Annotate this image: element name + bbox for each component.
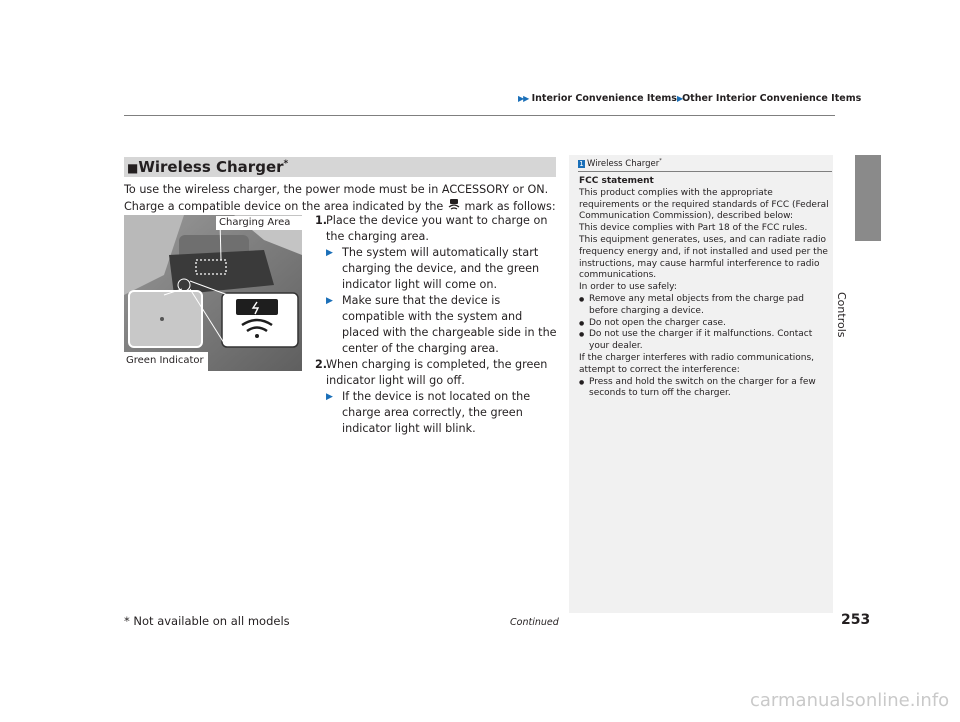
arrow-icon: ▶ [326, 248, 333, 258]
header-divider [124, 115, 835, 116]
breadcrumb-item-2[interactable]: Other Interior Convenience Items [682, 93, 862, 104]
list-item: ● Do not use the charger if it malfunctions. Contact your dealer. [579, 329, 829, 353]
page-number: 253 [841, 612, 871, 628]
wireless-charger-icon [447, 199, 461, 211]
arrow-icon: ▶ [326, 392, 333, 402]
list-item: ● Remove any metal objects from the charge pad before charging a device. [579, 294, 829, 318]
watermark: carmanualsonline.info [750, 690, 950, 711]
intro-text: To use the wireless charger, the power mode must be in ACCESSORY or ON. [124, 183, 549, 196]
list-item: 1. Place the device you want to charge on the charging area. [315, 214, 548, 243]
arrow-icon: ▶ [326, 296, 333, 306]
note-title: 1 Wireless Charger* [579, 158, 662, 169]
list-item: 2. When charging is completed, the green indicator light will go off. [315, 358, 548, 387]
figure-label: Charging Area [219, 217, 291, 228]
chapter-tab[interactable] [855, 155, 881, 241]
charger-photo [124, 215, 302, 371]
continued-label: Continued [510, 617, 559, 628]
breadcrumb-item-1[interactable]: Interior Convenience Items [531, 93, 677, 104]
note-divider [578, 171, 832, 172]
steps-list [315, 213, 559, 437]
note-body: FCC statement This product complies with the appropriate requirements or the required standards of FCC (Federal Communication Commission), described below: This device complies with Part 18 of the FCC rules. This equipment generates, uses, and can radiate radio frequency energy and, if not installed and used per the instructions, may cause harmful interference to radio communications. In order to use safely: ● Remove any metal objects from the charge pad before charging a device. ● Do not open the charger case. ● Do not use the charger if it malfunctions. Contact your dealer. If the charger interferes with radio communications, attempt to correct the interference: ● Press and hold the switch on the charger for a few seconds to turn off the charger. [579, 176, 829, 400]
list-item: ● Do not open the charger case. [579, 318, 829, 330]
figure-label: Green Indicator [126, 355, 204, 366]
list-item: ▶ The system will automatically start charging the device, and the green indicator light will come on. [326, 246, 540, 291]
list-item: ● Press and hold the switch on the charger for a few seconds to turn off the charger. [579, 377, 829, 401]
list-item: ▶ Make sure that the device is compatible with the system and placed with the chargeable side in the center of the charging area. [326, 294, 557, 355]
section-title: ■Wireless Charger* [127, 158, 289, 176]
arrow-icon: ▶▶ [518, 94, 529, 103]
breadcrumb [518, 93, 861, 104]
arrow-icon: ▶ [676, 94, 683, 103]
list-item: ▶ If the device is not located on the charge area correctly, the green indicator light will blink. [326, 390, 531, 435]
square-bullet-icon: ■ [127, 161, 139, 175]
note-icon: 1 [579, 159, 584, 168]
footnote: * Not available on all models [124, 614, 290, 628]
intro-text: Charge a compatible device on the area indicated by the mark as follows: [124, 200, 556, 213]
chapter-label: Controls [835, 292, 848, 338]
